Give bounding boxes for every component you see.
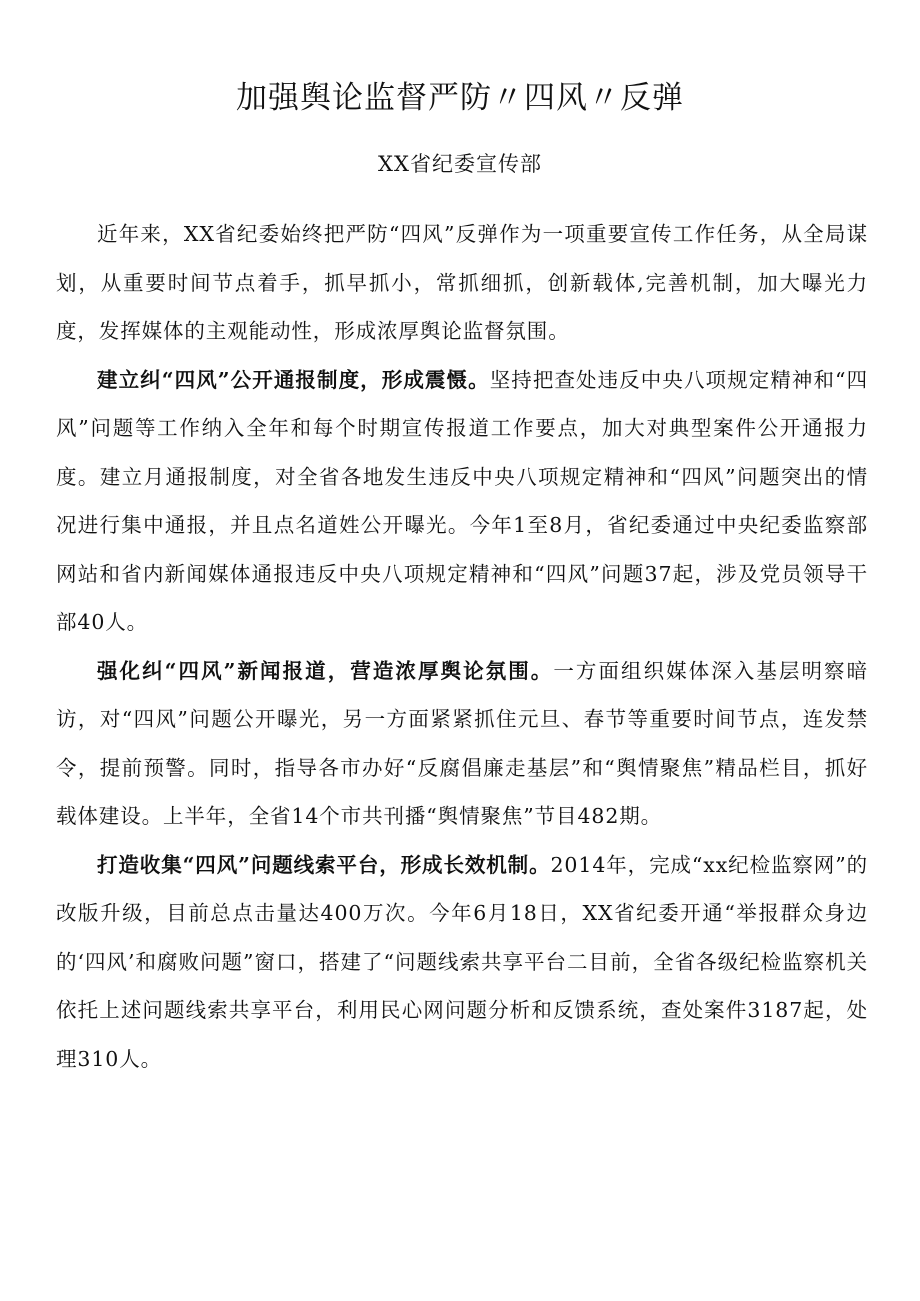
paragraph-news-reporting (56, 647, 868, 841)
paragraph-notification-system (56, 356, 868, 647)
paragraph-text: 坚持把查处违反中央八项规定精神和“四风”问题等工作纳入全年和每个时期宣传报道工作要点，加大对典型案件公开通报力度。建立月通报制度，对全省各地发生违反中央八项规定精神和“四风”问题突出的情况进行集中通报，并且点名道姓公开曝光。今年1至8月，省纪委通过中央纪委监察部网站和省内新闻媒体通报违反中央八项规定精神和“四风”问题37起，涉及党员领导干部40人。 (56, 367, 868, 634)
paragraph-lead: 强化纠“四风”新闻报道，营造浓厚舆论氛围。 (97, 658, 554, 683)
paragraph-intro (56, 210, 868, 356)
document-title: 加强舆论监督严防〃四风〃反弹 (236, 80, 684, 116)
paragraph-lead: 打造收集“四风”问题线索平台，形成长效机制。 (97, 852, 551, 877)
paragraph-clue-platform (56, 841, 868, 1084)
paragraph-text: 2014年，完成“xx纪检监察网”的改版升级，目前总点击量达400万次。今年6月18日，XX省纪委开通“举报群众身边的‘四风’和腐败问题”窗口，搭建了“问题线索共享平台二目前，全省各级纪检监察机关依托上述问题线索共享平台，利用民心网问题分析和反馈系统，查处案件3187起，处理310人。 (56, 852, 868, 1071)
paragraph-lead: 建立纠“四风”公开通报制度，形成震慑。 (97, 367, 490, 392)
paragraph-text: 一方面组织媒体深入基层明察暗访，对“四风”问题公开曝光，另一方面紧紧抓住元旦、春节等重要时间节点，连发禁令，提前预警。同时，指导各市办好“反腐倡廉走基层”和“舆情聚焦”精品栏目，抓好载体建设。上半年，全省14个市共刊播“舆情聚焦”节目482期。 (56, 658, 868, 828)
document-body (56, 210, 868, 1083)
paragraph-text: 近年来，XX省纪委始终把严防“四风”反弹作为一项重要宣传工作任务，从全局谋划，从重要时间节点着手，抓早抓小，常抓细抓，创新载体,完善机制，加大曝光力度，发挥媒体的主观能动性，形成浓厚舆论监督氛围。 (56, 222, 868, 343)
document-author: XX省纪委宣传部 (378, 152, 542, 176)
